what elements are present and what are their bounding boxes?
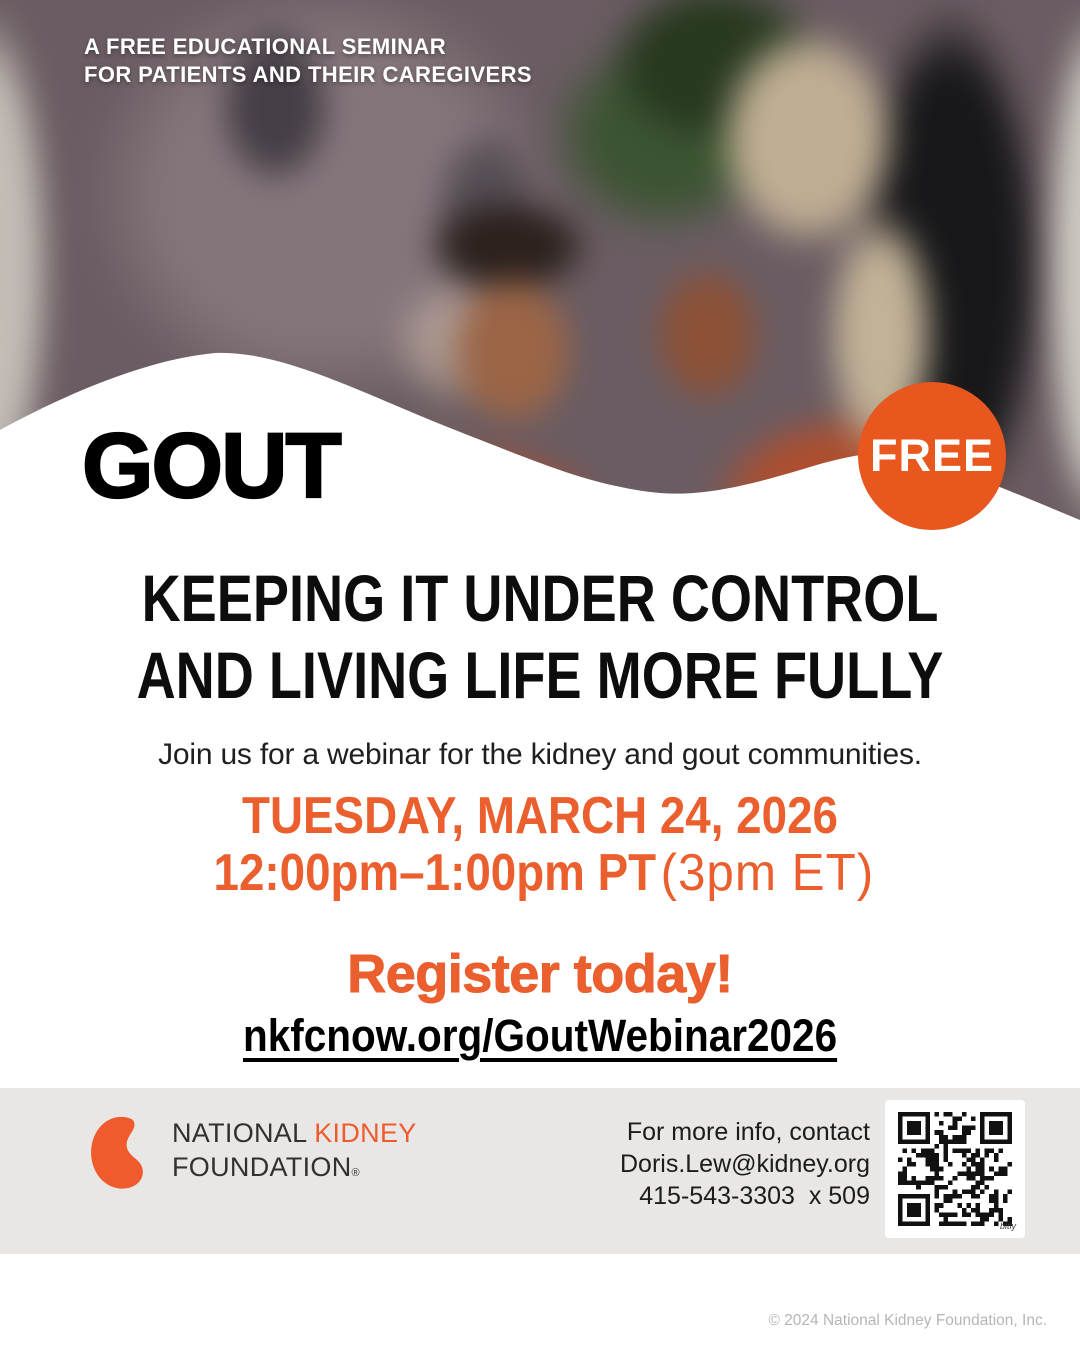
logo-word-national: NATIONAL bbox=[172, 1118, 307, 1148]
event-date: TUESDAY, MARCH 24, 2026 bbox=[242, 787, 838, 845]
event-details bbox=[0, 788, 1080, 902]
event-time-main: 12:00pm–1:00pm PT bbox=[213, 844, 657, 902]
registration-link-row bbox=[0, 1010, 1080, 1062]
qr-code bbox=[885, 1100, 1025, 1238]
registration-link[interactable]: nkfcnow.org/GoutWebinar2026 bbox=[242, 1010, 838, 1061]
register-cta: Register today! bbox=[347, 944, 733, 1004]
registered-mark: ® bbox=[351, 1167, 360, 1179]
copyright: © 2024 National Kidney Foundation, Inc. bbox=[768, 1312, 1047, 1329]
headline-line1: KEEPING IT UNDER CONTROL bbox=[141, 561, 939, 635]
headline-line2: AND LIVING LIFE MORE FULLY bbox=[136, 638, 944, 712]
logo-line1 bbox=[172, 1116, 417, 1150]
qr-pattern bbox=[898, 1112, 1012, 1226]
logo-text bbox=[172, 1116, 417, 1190]
intro-text: Join us for a webinar for the kidney and gout communities. bbox=[158, 738, 922, 771]
contact-info bbox=[620, 1116, 870, 1212]
event-time-alt: (3pm ET) bbox=[660, 844, 875, 902]
tagline bbox=[84, 33, 532, 89]
logo-line2 bbox=[172, 1150, 417, 1190]
contact-email: Doris.Lew@kidney.org bbox=[619, 1150, 870, 1178]
qr-bitly-label: bitly bbox=[999, 1221, 1016, 1231]
headline bbox=[0, 560, 1080, 714]
footer bbox=[0, 1088, 1080, 1254]
page-title: GOUT bbox=[82, 415, 340, 517]
logo-word-kidney: KIDNEY bbox=[314, 1118, 417, 1148]
nkf-logo bbox=[90, 1116, 417, 1190]
logo-word-foundation: FOUNDATION bbox=[172, 1152, 352, 1182]
free-badge bbox=[858, 382, 1006, 530]
tagline-line2: FOR PATIENTS AND THEIR CAREGIVERS bbox=[84, 62, 532, 87]
contact-line1: For more info, contact bbox=[626, 1118, 870, 1146]
event-time bbox=[65, 845, 1015, 902]
kidney-logo-icon bbox=[90, 1116, 154, 1190]
free-badge-label: FREE bbox=[869, 430, 994, 481]
contact-phone: 415-543-3303 x 509 bbox=[639, 1182, 870, 1210]
tagline-line1: A FREE EDUCATIONAL SEMINAR bbox=[84, 34, 447, 59]
